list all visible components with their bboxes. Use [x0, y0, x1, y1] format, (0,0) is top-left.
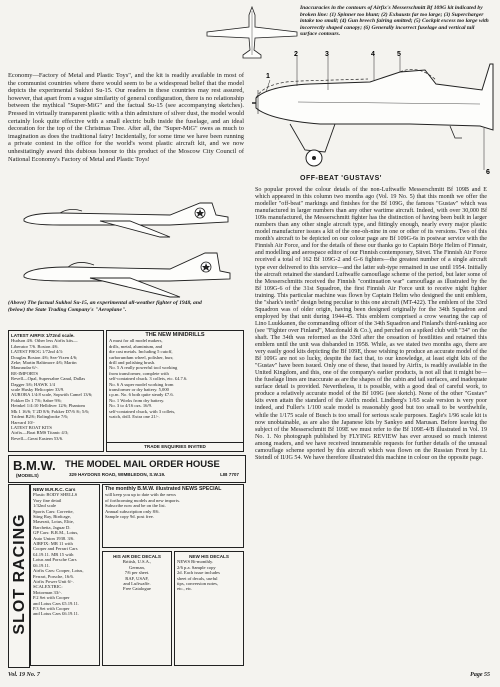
ad-mrrc-line: Airfix Cars: Cooper, Lotus,: [33, 568, 84, 574]
ad-airfix-line: Mauraudar 6/-.: [11, 365, 39, 371]
ad-magazine-line: will keep you up to date with the news: [105, 492, 176, 498]
ad-minidrills-line: r.p.m. No. 6 both quite steady £7.6.: [109, 392, 174, 398]
ad-decals-news-line: tips, conversion notes,: [177, 581, 219, 587]
ad-mrrc-line: Cooper and Ferrari Cars: [33, 546, 78, 552]
ad-mrrc-line: Sports Cars: Corvette,: [33, 508, 74, 514]
ad-airfix-line: Mk 1 16/6; T 2D 8/6; Fokker D7/6 /6; 5/6;: [11, 408, 90, 414]
ad-mrrc-line: SCALEXTRIC:: [33, 584, 63, 590]
ad-airfix-line: Zeke; Martin Baltimore 4/6; Martin: [11, 360, 77, 366]
ad-mrrc-line: Auto Union 1938. 3/6.: [33, 535, 75, 541]
ad-minidrills-line: No. 5 A really powerful tool working: [109, 365, 178, 371]
ad-minidrills-line: watch, drill. Extra one 21/-.: [109, 414, 160, 420]
ad-mrrc-line: £4.19.11. MR 15 with: [33, 551, 74, 557]
ad-airfix-line: LATEST FROG 1/72nd 4/3:: [11, 349, 64, 355]
ad-airfix-line: Liberator 7/6. Boston 4/6.: [11, 343, 59, 349]
ad-minidrills-line: drill and polishing brush.: [109, 360, 156, 366]
bmw-address: 329 HAYDONS ROAD, WIMBLEDON, S.W.19.: [69, 472, 166, 477]
ad-airfix-line: Hudson 4/6. Other less Airfix kits—: [11, 338, 78, 344]
ad-decals-news-line: 2/6 p.a. Sample copy: [177, 564, 216, 570]
ad-mrrc-line: and Lotus Cars £6.19.11.: [33, 611, 80, 617]
callout-5: 5: [397, 51, 401, 58]
ad-hisair-line: British, U.S.A.,: [122, 559, 152, 565]
ad-minidrills-line: No. 1 Works from dry battery.: [109, 397, 165, 403]
ad-hisair-line: German,: [129, 564, 145, 570]
ad-minidrills-line: self-contained chuck. 3 collets, etc. £4.7.6.: [109, 376, 188, 382]
ad-minidrills-line: transformer or dry battery. 5,000: [109, 387, 169, 393]
ad-mrrc-lines: [33, 492, 97, 616]
ad-decals-title: NEW HIS DECALS: [189, 554, 229, 559]
ad-mrrc-line: P.2 Set with Cooper: [33, 595, 70, 601]
ad-decals-news-line: sheet of decals, useful: [177, 575, 218, 581]
slot-racing-banner: [8, 484, 30, 668]
callout-6: 6: [486, 169, 490, 175]
bmw-phone: LIB 7707: [220, 472, 239, 477]
ad-mrrc-line: £6.19.11.: [33, 562, 51, 568]
callout-1: 1: [266, 73, 270, 80]
ad-hisair-title: HIS AIR DEC DECALS: [113, 554, 161, 559]
ad-decals-lines: [177, 559, 241, 591]
ad-magazine-line: Sample copy 9d. post free.: [105, 514, 154, 520]
ad-minidrills-line: from transformer, complete with: [109, 370, 169, 376]
callout-4: 4: [371, 51, 375, 58]
ad-mrrc-line: GP Cars: B.R.M., Lotus,: [33, 530, 79, 536]
bmw-logo: B.M.W.: [13, 458, 56, 473]
ad-mrrc-line: AIRFIX: MR 11 with: [33, 541, 73, 547]
ad-mrrc-line: Barchetta, Jaguar D.: [33, 524, 71, 530]
ad-mrrc-line: Lotus and Porsche Cars: [33, 557, 77, 563]
ad-mrrc-line: Sting Ray, Birdcage,: [33, 514, 71, 520]
bmw-sub: (MODELS): [16, 473, 39, 478]
ad-minidrills-line: carborundum wheel, polisher, burr,: [109, 354, 174, 360]
ad-decals-news-line: NEWS Bi-monthly.: [177, 559, 214, 565]
ad-decals-news-line: etc., etc.: [177, 586, 193, 592]
ad-magazine: [102, 484, 244, 548]
ad-minidrills-line: self-contained chuck, with 3 collets,: [109, 408, 176, 414]
ad-airfix-line: Douglas Boston 4/6; Sea-Vixen 4/6;: [11, 354, 78, 360]
ad-airfix-line: Trident B2/6; Bolingbroke 7/6;: [11, 414, 69, 420]
ad-magazine-lines: [105, 492, 241, 519]
ad-airfix: [8, 330, 104, 452]
ad-airfix-title: LATEST AIRFIX 1/72nd scale.: [11, 333, 75, 338]
ad-mrrc-line: Plastic BODY SHELLS: [33, 492, 78, 498]
ad-mrrc-line: Motorman 33/-.: [33, 589, 63, 595]
footer-volume: Vol. 19 No. 7: [8, 672, 40, 678]
callout-3: 3: [325, 51, 329, 58]
ad-magazine-line: of forthcoming models and new imports.: [105, 497, 181, 503]
ad-minidrills-line: drills, metal, aluminium, and: [109, 343, 163, 349]
ad-minidrills-line: A must for all model makers,: [109, 338, 163, 344]
ad-minidrills: [106, 330, 244, 452]
ad-mrrc-line: and Lotus Cars £5.19.11.: [33, 600, 80, 606]
ad-hisair-line: RAF, USAF,: [125, 575, 149, 581]
ad-decals-news: [174, 551, 244, 666]
ad-mrrc-line: Ferrari, Porsche, 16/6.: [33, 573, 74, 579]
ad-airfix-line: Dagger 3/6; HAWK 1/4: [11, 381, 55, 387]
ad-mrrc-line: P.3 Set with Cooper: [33, 605, 70, 611]
ad-airfix-line: Heinkel 1/4:10 Helldiver 12/6; Phantom: [11, 403, 86, 409]
sukhoi-su15-drawing: [20, 195, 235, 240]
ad-hisair-line: Free Catalogue: [123, 586, 151, 592]
right-article-text: So popular proved the colour details of the non-Luftwaffe Messerschmitt Bf 109B and E which appeared in this column two months ago (Vol. 19 No. 5) that this month we offer the modeller "off-beat" markings and finishes for the Bf 109G, the famous "Gustav" which was manufactured in larger numbers than any other wartime aircraft. Indeed, with over 30,000 Bf 109s manufactured, the Messerschmitt fighter has the distinction of having been built in larger numbers than any other single aircraft type, and fittingly enough, nearly every major plastic model manufacturer issues a kit of the one-oh-nine in one or other of its versions. Two of this month's aircraft to be depicted on our colour page are Bf 109G-6s in postwar service with the Finnish Air Force, and for the details of these our thanks go to Captain Börje Helim of Finnair, and modelling and aerospace editor of our Finnish contemporary, Siivet. The Finnish Air Force received a total of 162 Bf 109G-2 and G-6 fighters—the greatest number of a single aircraft type ever delivered to this service—and the latter sub-type remained in use until 1954. Initially the aircraft retained the standard Luftwaffe camouflage scheme of the period, but later some of the Messerschmitts received the Finnish "continuation war" camouflage as illustrated by the Bf 109G-6 of the 31st Squadron, the first Finnish Air Force unit to receive night fighter training. This particular machine was flown by Captain Helim who designed the unit emblem, the "shark's teeth" design being peculiar to this one aircraft (MT-422). The emblem of the 33rd Squadron was of older origin, having been designed originally for the 34th Squadron and employed by that unit during 1944-45. This emblem comprised a crow wearing the cap of Lino Luukkanen, the commanding officer of the 34th Squadron and Finland's third-ranking ace (see "Fighter over Finland", Macdonald & Co.), and perched on a spiked club with "34" on the shaft. The 34th was reformed as the 33rd after the cessation of hostilities and retained this emblem until the unit was disbanded in 1958. While, as we stated two months ago, there are very easily good kits depicting the Bf 109E, those wishing to produce an accurate model of the Bf 109G are not so lucky, despite the fact that, to our knowledge, at least eight kits of the "Gustav" have been issued. Only one of these, that issued by Airfix, is readily available in the United Kingdom, and this, one of the company's earlier products, is not all that it might be—the fuselage lines are inaccurate as are the shapes of the cabin and tail surfaces, and inadequate surface detail is provided. Nevertheless, it is possible, with a good deal of careful work, to produce a relatively accurate model of the Bf 109G (see sketch). None of the other "Gustav" kits even attain the standard of the Airfix model. Lindberg's 1/65 scale version is very poor indeed, and Fuller's 1/100 scale model is reasonably good but too small to be worthwhile, while the 1/175 scale of Busch is too small for serious scale purposes. Eagle's 1/96 scale kit is now unobtainable, as are also the Japanese kits by Sankyo and Marusan. Before leaving the subject of the Messerschmitt Bf 109E we must refer to the Bf 109E-4/B illustrated in Vol. 19 No. 1. No photograph published by FLYING REVIEW has ever aroused so much interest among readers, and we have received innumerable requests for further details of the unusual camouflage scheme sported by this aircraft which was flown on the Russian Front by Lt. Steindl of II/JG 54. We have therefore illustrated this machine in colour on the opposite page.: [255, 187, 487, 461]
section-heading: OFF-BEAT 'GUSTAVS': [300, 175, 382, 182]
ad-bmw-header: [8, 455, 246, 483]
ad-minidrills-footer: TRADE ENQUIRIES INVITED: [107, 442, 243, 449]
ad-airfix-line: AURORA 1/4:8 scale, Sopwith Camel 13/6;: [11, 392, 93, 398]
figure-caption-top: Inaccuracies in the contours of Airfix's Messerschmitt Bf 109G kit indicated by broken line: (1) Spinner too blunt; (2) Exhausts far too large; (3) Supercharger intake too small; (4) Gun breech fairing omitted; (5) Cockpit excess too large with incorrectly shaped canopy; (6) Generally incorrect fuselage and vertical tail surface contours.: [300, 5, 489, 38]
ad-airfix-lines: [11, 338, 101, 441]
ad-hisair-line: and Luftwaffe.: [123, 581, 151, 587]
slot-racing-text: SLOT RACING: [11, 513, 28, 635]
ad-airfix-line: Revell—Opal, Supersabre Canal, Dallas: [11, 376, 86, 382]
ad-decals-news-line: 2d. Each issue includes: [177, 570, 220, 576]
ad-airfix-line: scale Husky Helicopter 33/9.: [11, 387, 65, 393]
ad-airfix-line: RE-IMPORTS: [11, 370, 39, 376]
ad-minidrills-line: No. 6 A super model working from: [109, 381, 174, 387]
ad-airfix-line: Harvard 10/-: [11, 419, 35, 425]
ad-minidrills-title: THE NEW MINIDRILLS: [145, 332, 205, 338]
ad-mrrc-title: NEW M.R.R.C. Cars: [33, 487, 76, 492]
ad-airfix-line: LATEST BOAT KITS: [11, 424, 52, 430]
ad-magazine-line: Subscribe now and be on the list.: [105, 503, 166, 509]
ad-mrrc-line: Vary fine detail: [33, 497, 62, 503]
ad-minidrills-line: No. 3 to 4/16 ozs. 16/9.: [109, 403, 153, 409]
state-trading-aeroplane-drawing: [20, 245, 235, 300]
ad-magazine-title: The monthly B.M.W. illustrated NEWS SPECIAL: [105, 486, 222, 492]
ad-magazine-line: Annual subscription only 8/6.: [105, 508, 160, 514]
ad-mrrc-line: 1/32nd scale: [33, 503, 57, 509]
ad-hisair-lines: [105, 559, 169, 591]
ad-mrrc: [30, 484, 100, 666]
callout-2: 2: [294, 51, 298, 58]
ad-airfix-line: Revell—Great Eastern 53/6.: [11, 435, 64, 441]
ad-minidrills-line: die cast metals. Including 5 cutoff,: [109, 349, 173, 355]
ad-hisair-line: 7/6 per sheet.: [124, 570, 150, 576]
ad-mrrc-line: Maserati, Lotus, Elite,: [33, 519, 74, 525]
ad-minidrills-lines: [109, 338, 241, 419]
ad-airfix-line: Airfix—Boat RMS Titanic 4/3;: [11, 430, 69, 436]
footer-page: Page 55: [470, 672, 490, 678]
ad-mrrc-line: Airfix Power Unit 6/-.: [33, 578, 74, 584]
bmw-title: THE MODEL MAIL ORDER HOUSE: [65, 459, 220, 470]
ad-airfix-line: Fokker Dr 1 7/6; Sabre 9/6;: [11, 397, 62, 403]
left-article-text: Economy—Factory of Metal and Plastic Toys", and the kit is readily available in most of the communist countries where there would seem to be a widespread belief that the model depicts the experimental Sukhoi Su-15. Our readers in these countries may rest assured, however, that apart from a vague similarity of general configuration, there is no relationship between the mythical "Super-MiG" and the factual Su-15 (see accompanying sketches). Pressed in virtually transparent plastic with a thin admixture of silver dust, the model would certainly look quite effective with a small electric bulb inside the fuselage, and an ideal decoration for the top of the Christmas Tree. After all, the "Super-MiG" owes as much to imagination as does the traditional fairy! Incidentally, for some time we have been running a private contest in the office for the world's worst plastic aircraft kit, and we now unhesitatingly award this dubious honour to this product of the Moscow City Council of National Economy's Factory of Metal and Plastic Toys!: [8, 72, 244, 163]
messerschmitt-side-view-drawing: [250, 50, 495, 175]
ad-his-air: [102, 551, 172, 666]
figure-caption-left: (Above) The factual Sukhoi Su-15, an experimental all-weather fighter of 1948, and (below) the State Trading Company's "Aeroplane".: [8, 300, 202, 313]
